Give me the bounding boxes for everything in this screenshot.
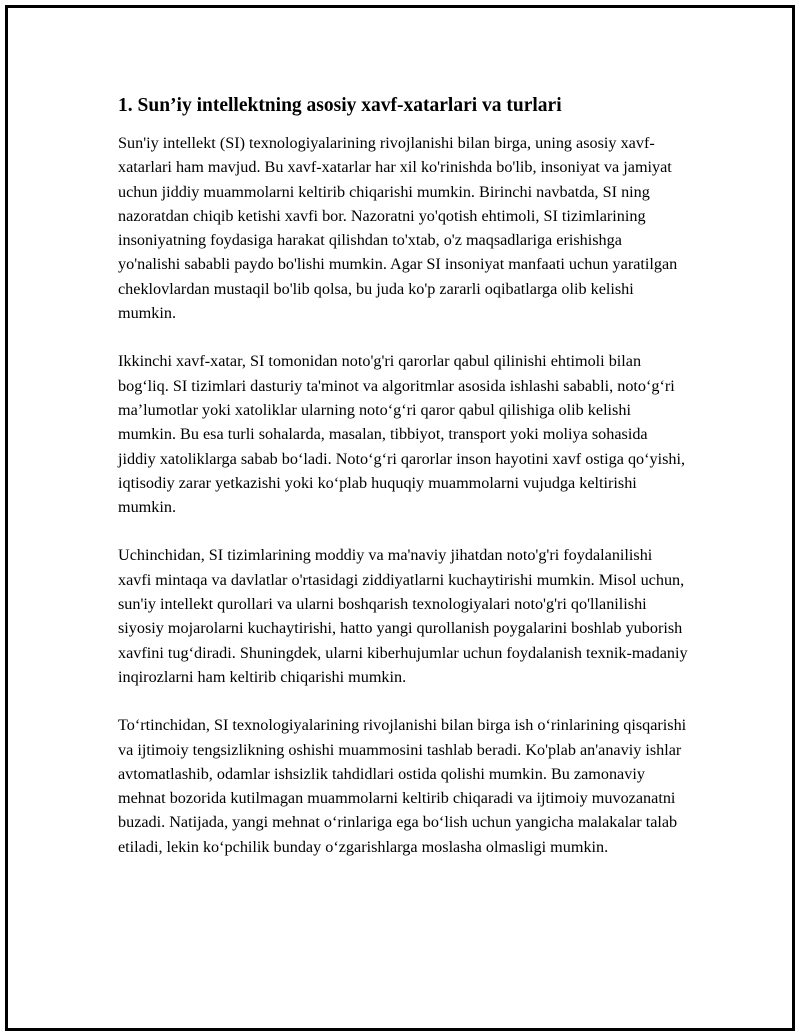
document-body [118,93,688,883]
paragraph-1: Sun'iy intellekt (SI) texnologiyalarining rivojlanishi bilan birga, uning asosiy xavf-xatarlari ham mavjud. Bu xavf-xatarlar har xil ko'rinishda bo'lib, insoniyat va jamiyat uchun jiddiy muammolarni keltirib chiqarishi mumkin. Birinchi navbatda, SI ning nazoratdan chiqib ketishi xavfi bor. Nazoratni yo'qotish ehtimoli, SI tizimlarining insoniyatning foydasiga harakat qilishdan to'xtab, o'z maqsadlariga erishishga yo'nalishi sababli paydo bo'lishi mumkin. Agar SI insoniyat manfaati uchun yaratilgan cheklovlardan mustaqil bo'lib qolsa, bu juda ko'p zararli oqibatlarga olib kelishi mumkin. [118,134,678,323]
paragraph-4: To‘rtinchidan, SI texnologiyalarining rivojlanishi bilan birga ish o‘rinlarining qisqarishi va ijtimoiy tengsizlikning oshishi muammosini tashlab beradi. Ko'plab an'anaviy ishlar avtomatlashib, odamlar ishsizlik tahdidlari ostida qolishi mumkin. Bu zamonaviy mehnat bozorida kutilmagan muammolarni keltirib chiqaradi va ijtimoiy muvozanatni buzadi. Natijada, yangi mehnat o‘rinlariga ega bo‘lish uchun yangicha malakalar talab etiladi, lekin ko‘pchilik bunday o‘zgarishlarga moslasha olmasligi mumkin. [118,716,687,856]
section-heading: 1. Sun’iy intellektning asosiy xavf-xatarlari va turlari [118,95,562,116]
paragraph-2: Ikkinchi xavf-xatar, SI tomonidan noto'g'ri qarorlar qabul qilinishi ehtimoli bilan bog‘liq. SI tizimlari dasturiy ta'minot va algoritmlar asosida ishlashi sababli, noto‘g‘ri ma’lumotlar yoki xatoliklar ularning noto‘g‘ri qaror qabul qilishiga olib kelishi mumkin. Bu esa turli sohalarda, masalan, tibbiyot, transport yoki moliya sohasida jiddiy xatoliklarga sabab bo‘ladi. Noto‘g‘ri qarorlar inson hayotini xavf ostiga qo‘yishi, iqtisodiy zarar yetkazishi yoki ko‘plab huquqiy muammolarni vujudga keltirishi mumkin. [118,352,686,517]
paragraph-3: Uchinchidan, SI tizimlarining moddiy va ma'naviy jihatdan noto'g'ri foydalanilishi xavfi mintaqa va davlatlar o'rtasidagi ziddiyatlarni kuchaytirishi mumkin. Misol uchun, sun'iy intellekt qurollari va ularni boshqarish texnologiyalari noto'g'ri qo'llanilishi siyosiy mojarolarni kuchaytirishi, hatto yangi qurollanish poygalarini boshlab yuborish xavfini tug‘diradi. Shuningdek, ularni kiberhujumlar uchun foydalanish texnik-madaniy inqirozlarni ham keltirib chiqarishi mumkin. [118,546,688,686]
